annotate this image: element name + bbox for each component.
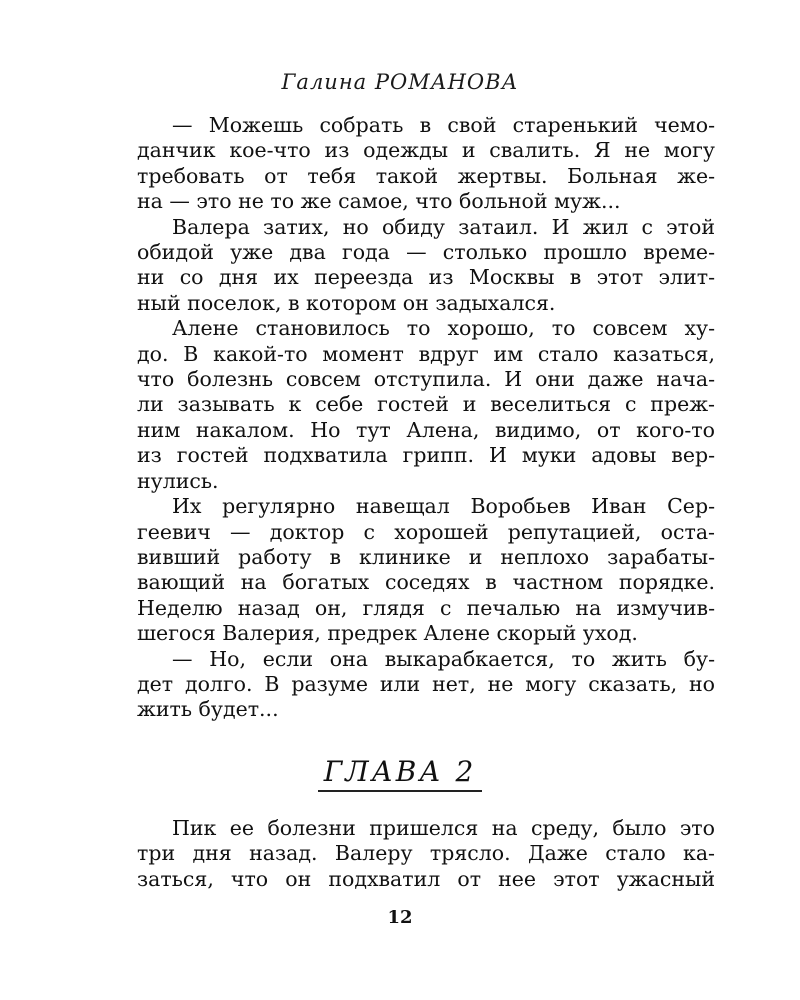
text-line: требовать от тебя такой жертвы. Больная же- bbox=[137, 163, 715, 188]
text-line: Их регулярно навещал Воробьев Иван Сер- bbox=[172, 494, 715, 519]
text-line: данчик кое-что из одежды и свалить. Я не могу bbox=[137, 138, 715, 163]
text-line: жить будет... bbox=[137, 697, 279, 722]
text-line: ли зазывать к себе гостей и веселиться с преж- bbox=[137, 392, 715, 417]
text-line: вивший работу в клинике и неплохо зарабаты- bbox=[137, 544, 715, 569]
text-line: ним накалом. Но тут Алена, видимо, от кого-то bbox=[137, 417, 715, 442]
text-line: три дня назад. Валеру трясло. Даже стало ка- bbox=[137, 841, 715, 866]
text-line: геевич — доктор с хорошей репутацией, оста- bbox=[137, 519, 715, 544]
text-line: Алене становилось то хорошо, то совсем ху- bbox=[172, 316, 715, 341]
text-line: шегося Валерия, предрек Алене скорый уход. bbox=[137, 621, 638, 646]
running-header: Галина РОМАНОВА bbox=[281, 70, 519, 94]
text-line: дет долго. В разуме или нет, не могу сказать, но bbox=[137, 671, 715, 696]
text-line: из гостей подхватила грипп. И муки адовы вер- bbox=[137, 443, 715, 468]
text-line: Неделю назад он, глядя с печалью на измучив- bbox=[137, 595, 715, 620]
text-line: заться, что он подхватил от нее этот ужасный bbox=[137, 866, 715, 891]
text-line: на — это не то же самое, что больной муж... bbox=[137, 189, 621, 214]
text-line: до. В какой-то момент вдруг им стало казаться, bbox=[137, 341, 715, 366]
page-number: 12 bbox=[387, 907, 413, 928]
text-block-top bbox=[137, 113, 715, 723]
text-line: — Но, если она выкарабкается, то жить бу- bbox=[172, 646, 715, 671]
text-line: обидой уже два года — столько прошло време- bbox=[137, 240, 715, 265]
text-line: ный поселок, в котором он задыхался. bbox=[137, 290, 556, 315]
text-line: Пик ее болезни пришелся на среду, было это bbox=[172, 816, 715, 840]
text-line: ни со дня их переезда из Москвы в этот элит- bbox=[137, 265, 715, 290]
chapter-title: ГЛАВА 2 bbox=[318, 755, 483, 792]
text-line: нулись. bbox=[137, 468, 219, 493]
chapter-heading bbox=[0, 755, 800, 792]
text-block-bottom bbox=[137, 816, 715, 892]
text-line: — Можешь собрать в свой старенький чемо- bbox=[172, 113, 715, 137]
text-line: Валера затих, но обиду затаил. И жил с этой bbox=[172, 214, 715, 239]
text-line: что болезнь совсем отступила. И они даже нача- bbox=[137, 367, 715, 392]
text-line: вающий на богатых соседях в частном порядке. bbox=[137, 570, 715, 595]
